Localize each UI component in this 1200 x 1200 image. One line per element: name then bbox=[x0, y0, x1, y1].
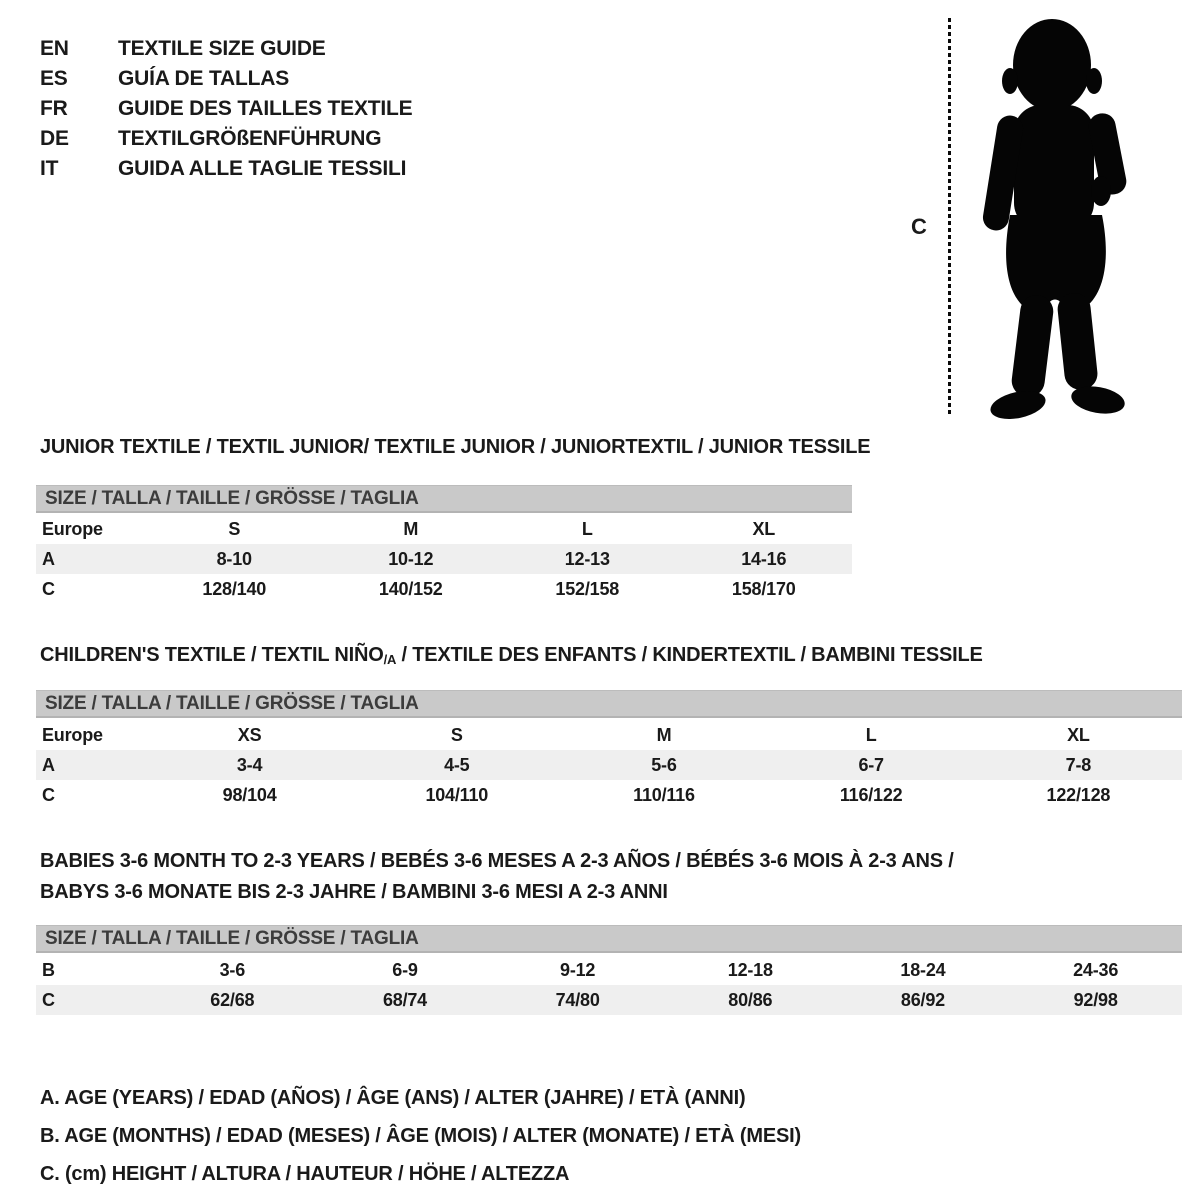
column-header-cell: S bbox=[450, 724, 463, 745]
value-cell: 116/122 bbox=[839, 784, 903, 805]
toddler-silhouette-icon bbox=[962, 15, 1140, 421]
row-label-cell: C bbox=[42, 578, 55, 599]
value-cell: 122/128 bbox=[1046, 784, 1111, 805]
language-code: ES bbox=[40, 67, 68, 90]
value-cell: 110/116 bbox=[633, 784, 695, 805]
row-label-cell: A bbox=[36, 544, 146, 574]
value-cell: 3-6 bbox=[219, 959, 246, 980]
value-cell: 128/140 bbox=[202, 578, 267, 599]
children-size-table bbox=[36, 720, 1182, 810]
value-cell: 5-6 bbox=[560, 750, 767, 780]
language-code: EN bbox=[40, 37, 69, 60]
language-code: IT bbox=[40, 157, 59, 180]
language-label: GUIDA ALLE TAGLIE TESSILI bbox=[118, 157, 407, 180]
measurement-legend bbox=[40, 1079, 801, 1193]
value-cell: 8-10 bbox=[146, 544, 323, 574]
children-title-suffix: / TEXTILE DES ENFANTS / KINDERTEXTIL / BAMBINI TESSILE bbox=[396, 644, 983, 666]
value-cell: 12-13 bbox=[499, 544, 676, 574]
language-label: GUÍA DE TALLAS bbox=[118, 67, 290, 90]
language-row-es bbox=[40, 64, 412, 94]
babies-section-title-line2: BABYS 3-6 MONATE BIS 2-3 JAHRE / BAMBINI 3-6 MESI A 2-3 ANNI bbox=[40, 881, 668, 903]
language-row-de bbox=[40, 124, 412, 154]
legend-line-age-months: B. AGE (MONTHS) / EDAD (MESES) / ÂGE (MOIS) / ALTER (MONATE) / ETÀ (MESI) bbox=[40, 1125, 801, 1147]
value-cell: 4-5 bbox=[353, 750, 560, 780]
table-row-age-months bbox=[36, 955, 1182, 985]
table-row-columns bbox=[36, 720, 1182, 750]
language-code: DE bbox=[40, 127, 69, 150]
language-label: TEXTILE SIZE GUIDE bbox=[118, 37, 326, 60]
value-cell: 7-8 bbox=[975, 750, 1182, 780]
value-cell: 10-12 bbox=[323, 544, 500, 574]
column-header-cell: S bbox=[228, 518, 241, 539]
size-header-text: SIZE / TALLA / TAILLE / GRÖSSE / TAGLIA bbox=[45, 693, 419, 714]
legend-line-height: C. (cm) HEIGHT / ALTURA / HAUTEUR / HÖHE / ALTEZZA bbox=[40, 1163, 570, 1185]
value-cell: 104/110 bbox=[425, 784, 489, 805]
height-measure-dashed-line bbox=[948, 18, 951, 416]
value-cell: 152/158 bbox=[555, 578, 620, 599]
language-guide bbox=[40, 34, 412, 184]
children-size-header-bar bbox=[36, 690, 1182, 718]
legend-line-age-years: A. AGE (YEARS) / EDAD (AÑOS) / ÂGE (ANS) / ALTER (JAHRE) / ETÀ (ANNI) bbox=[40, 1087, 746, 1109]
row-label-cell: C bbox=[36, 985, 146, 1015]
junior-section-title: JUNIOR TEXTILE / TEXTIL JUNIOR/ TEXTILE JUNIOR / JUNIORTEXTIL / JUNIOR TESSILE bbox=[40, 436, 871, 458]
height-measure-label: C bbox=[911, 214, 927, 239]
babies-size-table bbox=[36, 955, 1182, 1015]
value-cell: 14-16 bbox=[676, 544, 853, 574]
value-cell: 98/104 bbox=[222, 784, 277, 805]
row-label-cell: A bbox=[36, 750, 146, 780]
row-label-cell: Europe bbox=[42, 724, 103, 745]
babies-size-header-bar bbox=[36, 925, 1182, 953]
language-row-it bbox=[40, 154, 412, 184]
size-header-text: SIZE / TALLA / TAILLE / GRÖSSE / TAGLIA bbox=[45, 488, 419, 509]
row-label-cell: Europe bbox=[42, 518, 103, 539]
value-cell: 9-12 bbox=[560, 959, 596, 980]
babies-section-title-line1: BABIES 3-6 MONTH TO 2-3 YEARS / BEBÉS 3-6 MESES A 2-3 AÑOS / BÉBÉS 3-6 MOIS À 2-3 ANS / bbox=[40, 850, 954, 872]
column-header-cell: XL bbox=[1067, 724, 1090, 745]
size-header-text: SIZE / TALLA / TAILLE / GRÖSSE / TAGLIA bbox=[45, 928, 419, 949]
value-cell: 80/86 bbox=[664, 985, 837, 1015]
junior-size-table bbox=[36, 514, 852, 604]
language-label: TEXTILGRÖßENFÜHRUNG bbox=[118, 127, 382, 150]
value-cell: 158/170 bbox=[731, 578, 796, 599]
table-row-columns bbox=[36, 514, 852, 544]
value-cell: 68/74 bbox=[319, 985, 492, 1015]
language-row-en bbox=[40, 34, 412, 64]
value-cell: 3-4 bbox=[146, 750, 353, 780]
children-title-prefix: CHILDREN'S TEXTILE / TEXTIL NIÑO bbox=[40, 644, 384, 666]
table-row-height bbox=[36, 780, 1182, 810]
language-label: GUIDE DES TAILLES TEXTILE bbox=[118, 97, 413, 120]
junior-size-header-bar bbox=[36, 485, 852, 513]
value-cell: 18-24 bbox=[900, 959, 946, 980]
value-cell: 62/68 bbox=[146, 985, 319, 1015]
column-header-cell: L bbox=[581, 518, 593, 539]
column-header-cell: M bbox=[656, 724, 672, 745]
value-cell: 92/98 bbox=[1009, 985, 1182, 1015]
value-cell: 6-9 bbox=[392, 959, 418, 980]
value-cell: 140/152 bbox=[378, 578, 443, 599]
column-header-cell: XS bbox=[237, 724, 262, 745]
table-row-height bbox=[36, 985, 1182, 1015]
row-label-cell: C bbox=[42, 784, 55, 805]
table-row-age bbox=[36, 544, 852, 574]
value-cell: 24-36 bbox=[1073, 959, 1119, 980]
children-section-title bbox=[40, 644, 983, 667]
value-cell: 86/92 bbox=[837, 985, 1010, 1015]
value-cell: 6-7 bbox=[768, 750, 975, 780]
column-header-cell: M bbox=[403, 518, 419, 539]
language-code: FR bbox=[40, 97, 68, 120]
value-cell: 74/80 bbox=[491, 985, 664, 1015]
table-row-height bbox=[36, 574, 852, 604]
column-header-cell: L bbox=[865, 724, 877, 745]
column-header-cell: XL bbox=[752, 518, 776, 539]
language-row-fr bbox=[40, 94, 412, 124]
table-row-age bbox=[36, 750, 1182, 780]
children-title-subscript: /A bbox=[383, 652, 397, 667]
row-label-cell: B bbox=[42, 959, 55, 980]
value-cell: 12-18 bbox=[727, 959, 773, 980]
